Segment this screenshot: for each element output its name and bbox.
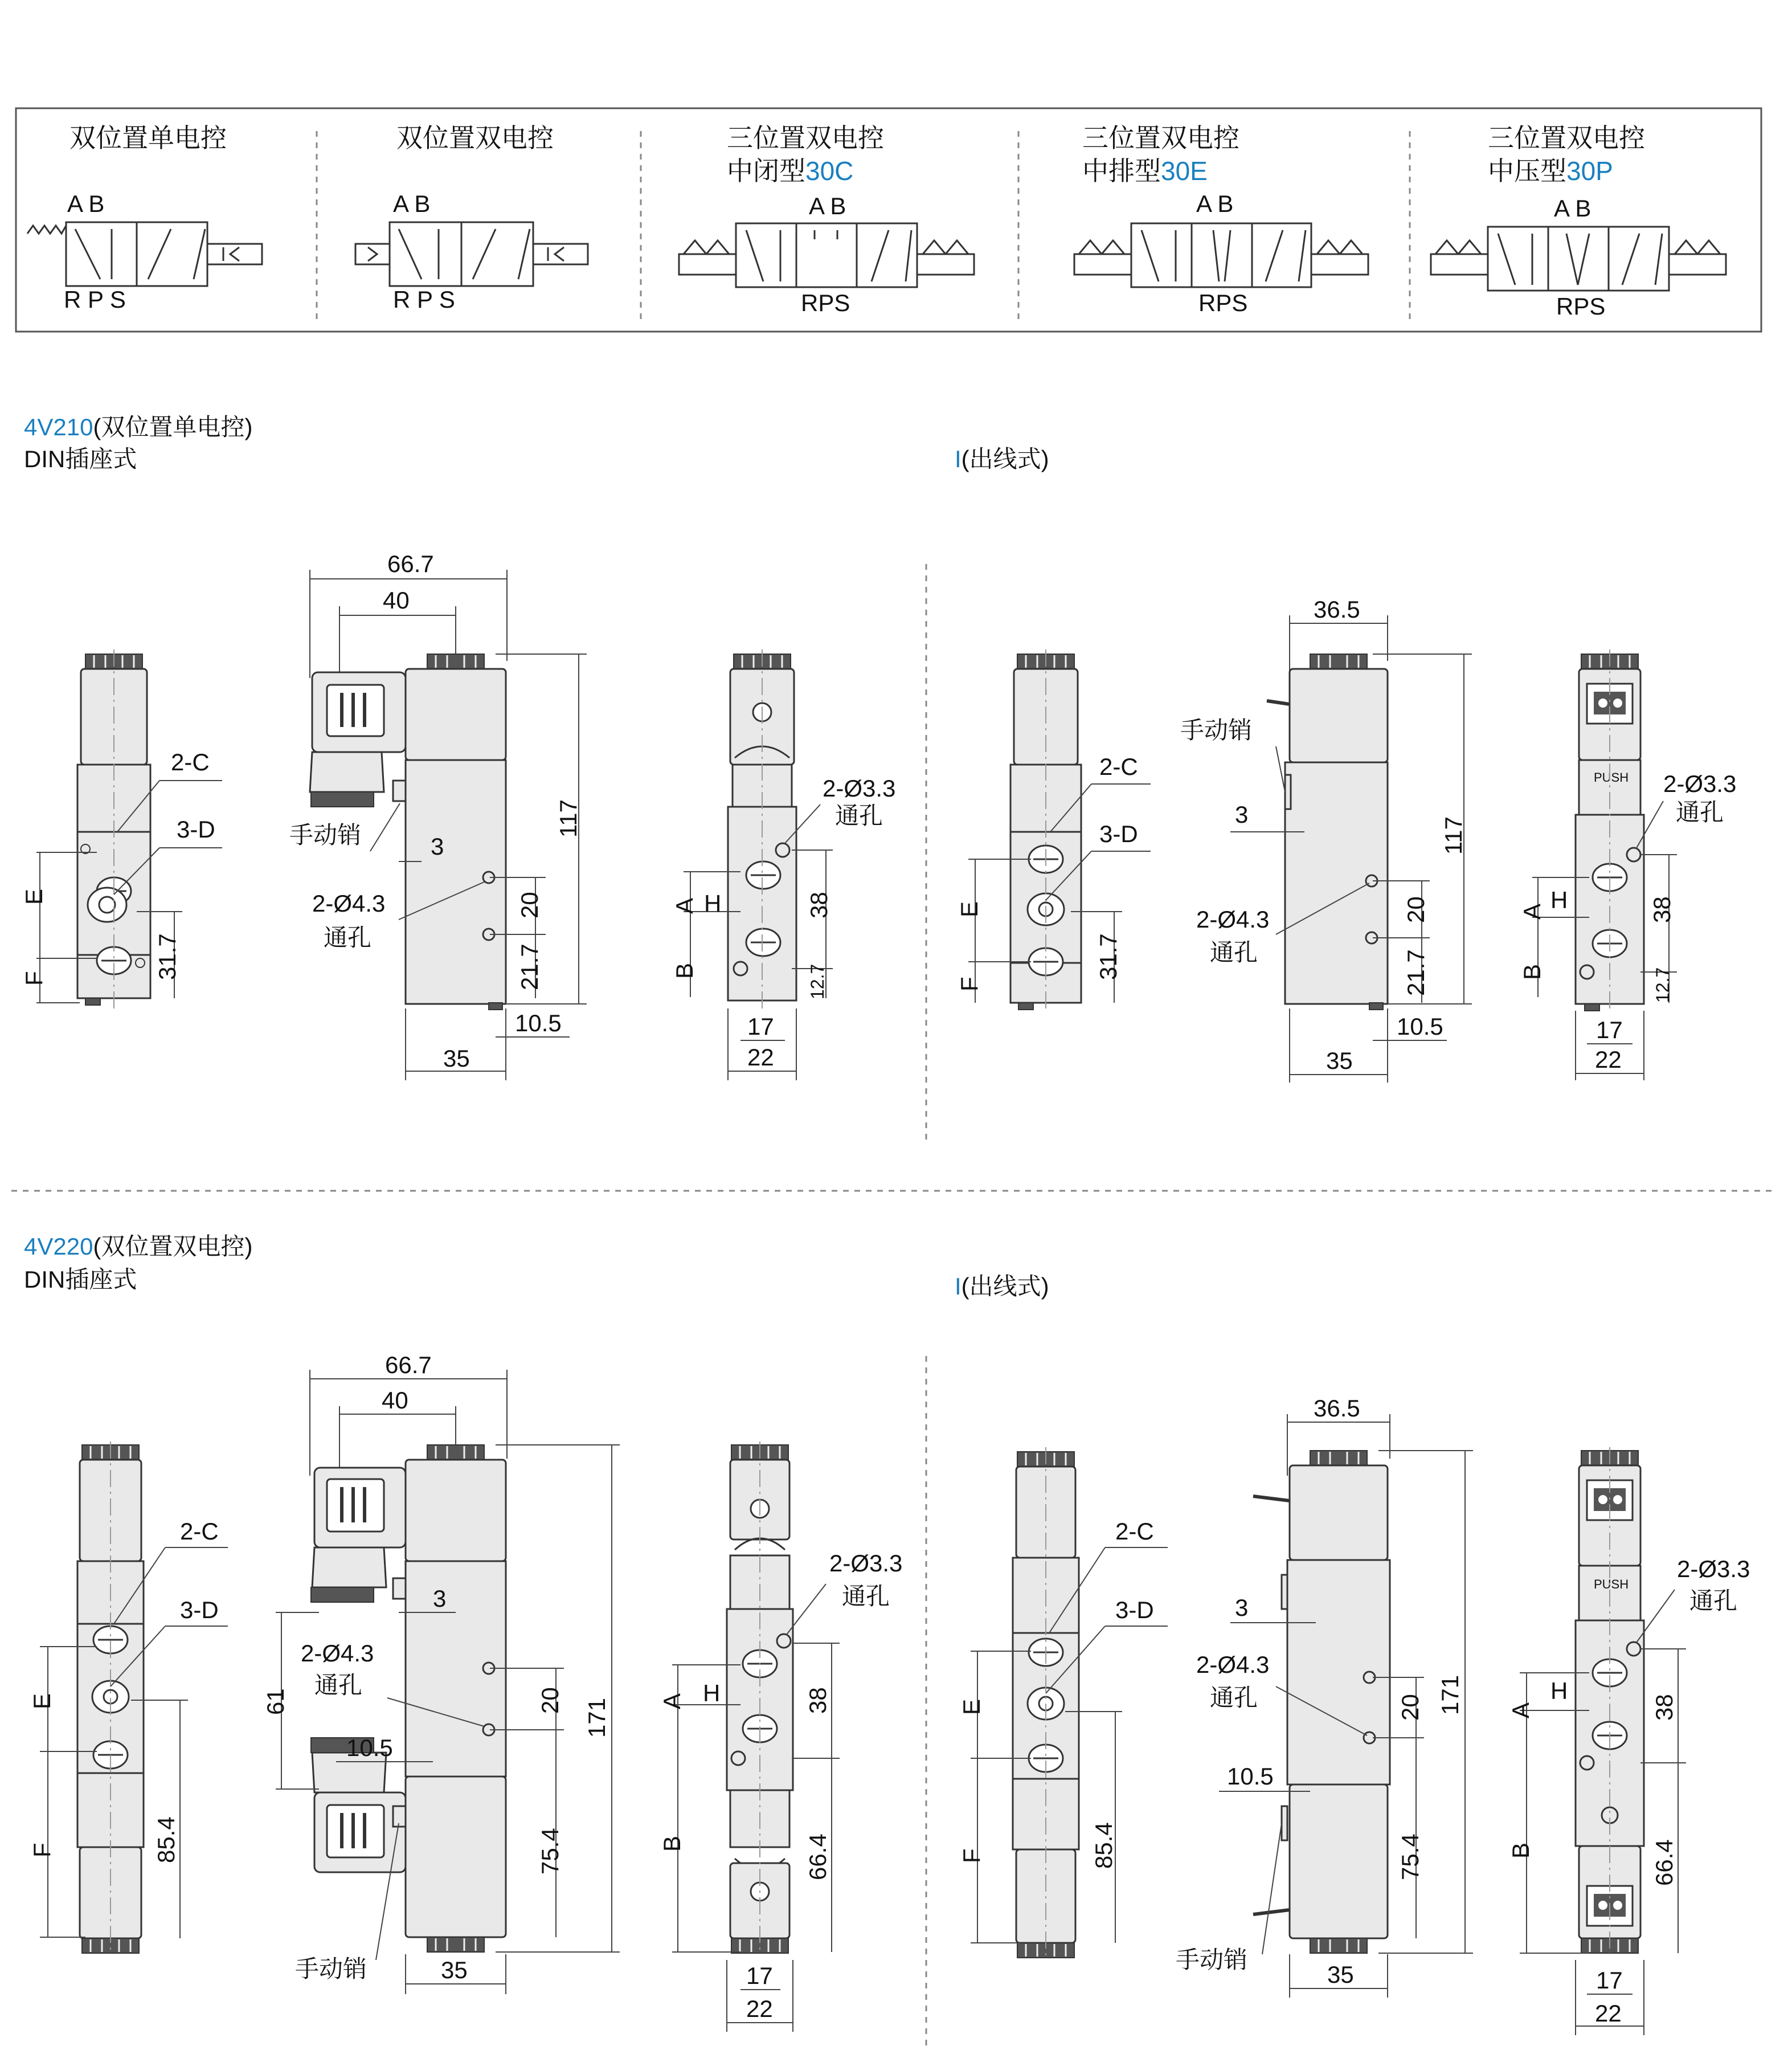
valve-symbol-panel <box>16 108 1761 332</box>
cell-ports-top: A B <box>393 190 431 217</box>
cell-subtitle: 中压型30P <box>1488 156 1613 186</box>
dim-12-7: 12.7 <box>807 963 828 999</box>
valve-back-view <box>658 1441 902 2032</box>
label-3-d: 3-D <box>1115 1596 1154 1623</box>
valve-front-view <box>28 1441 228 1954</box>
valve-side-view-wired <box>1180 596 1472 1083</box>
label-h: H <box>703 1680 721 1706</box>
valve-front-view <box>21 650 222 1008</box>
label-hole-3-3: 2-Ø3.3 <box>823 775 896 802</box>
cell-ports-top: A B <box>1554 195 1591 222</box>
dim-17: 17 <box>747 1013 774 1040</box>
dim-10-5: 10.5 <box>1227 1763 1274 1790</box>
dim-20: 20 <box>1397 1694 1423 1721</box>
section-right-heading: I(出线式) <box>955 446 1049 472</box>
label-manual-pin: 手动销 <box>1180 717 1253 744</box>
cell-title: 三位置双电控 <box>1082 123 1239 153</box>
dim-36-5: 36.5 <box>1314 596 1360 623</box>
dim-22: 22 <box>1595 1046 1622 1073</box>
dim-75-4: 75.4 <box>537 1828 563 1875</box>
label-through-hole: 通孔 <box>314 1672 363 1698</box>
dim-31-7: 31.7 <box>154 933 181 980</box>
label-e: E <box>28 1693 55 1709</box>
label-b: B <box>671 962 698 979</box>
label-through-hole: 通孔 <box>1676 799 1724 826</box>
dim-22: 22 <box>1595 2000 1622 2027</box>
label-through-hole: 通孔 <box>324 924 372 951</box>
dim-40: 40 <box>383 587 410 614</box>
dim-10-5: 10.5 <box>515 1010 562 1036</box>
dim-66-7: 66.7 <box>385 1351 432 1378</box>
cell-title: 三位置双电控 <box>727 123 884 153</box>
valve-back-view-wired <box>1507 1447 1750 2035</box>
label-a: A <box>671 897 698 914</box>
dim-17: 17 <box>746 1962 773 1989</box>
dim-66-4: 66.4 <box>1651 1839 1678 1886</box>
dim-17: 17 <box>1596 1967 1623 1994</box>
label-h: H <box>1550 1677 1568 1704</box>
dim-3: 3 <box>1235 1594 1249 1621</box>
label-through-hole: 通孔 <box>1210 1684 1258 1711</box>
valve-back-view <box>671 650 895 1080</box>
cell-ports-top: A B <box>809 193 846 219</box>
cell-ports-bottom: RPS <box>801 289 850 316</box>
label-manual-pin: 手动销 <box>295 1955 367 1982</box>
label-b: B <box>1507 1842 1534 1859</box>
valve-side-view-wired <box>1176 1395 1473 1998</box>
label-2-c: 2-C <box>180 1518 219 1545</box>
label-2-c: 2-C <box>1115 1518 1154 1545</box>
dim-21-7: 21.7 <box>516 944 543 990</box>
label-hole-3-3: 2-Ø3.3 <box>829 1550 903 1577</box>
cell-subtitle: 中闭型30C <box>727 156 854 186</box>
dim-66-7: 66.7 <box>387 550 434 577</box>
valve-back-view-wired <box>1519 650 1736 1080</box>
dim-40: 40 <box>382 1387 408 1414</box>
dim-20: 20 <box>516 892 543 918</box>
label-manual-pin: 手动销 <box>289 822 362 848</box>
section-variant: DIN插座式 <box>24 446 137 472</box>
valve-front-view-wired <box>958 1447 1168 1960</box>
cell-title: 三位置双电控 <box>1488 123 1645 153</box>
label-e: E <box>958 1698 985 1715</box>
dim-38: 38 <box>1648 896 1675 923</box>
label-b: B <box>658 1835 685 1852</box>
cell-ports-bottom: R P S <box>64 286 126 313</box>
label-a: A <box>1507 1702 1534 1718</box>
dim-20: 20 <box>537 1687 563 1714</box>
valve-front-view-wired <box>956 650 1151 1010</box>
cell-ports-top: A B <box>67 190 105 217</box>
dim-38: 38 <box>1651 1694 1678 1721</box>
dim-3: 3 <box>431 833 444 860</box>
valve-side-view-din <box>289 550 587 1080</box>
label-through-hole: 通孔 <box>835 802 883 829</box>
section-right-heading: I(出线式) <box>955 1273 1049 1300</box>
section-variant: DIN插座式 <box>24 1266 137 1293</box>
dim-61: 61 <box>262 1688 289 1715</box>
label-3-d: 3-D <box>177 816 215 843</box>
cell-ports-bottom: RPS <box>1198 289 1248 316</box>
dim-38: 38 <box>804 1687 831 1714</box>
dim-117: 117 <box>1440 816 1467 855</box>
dim-85-4: 85.4 <box>1090 1822 1117 1869</box>
dim-10-5: 10.5 <box>1397 1013 1443 1040</box>
label-h: H <box>1550 887 1568 913</box>
label-hole-3-3: 2-Ø3.3 <box>1677 1555 1750 1582</box>
label-a: A <box>1519 903 1545 920</box>
label-through-hole: 通孔 <box>842 1583 890 1610</box>
cell-title: 双位置双电控 <box>396 123 554 153</box>
dim-3: 3 <box>1235 801 1249 828</box>
dim-12-7: 12.7 <box>1652 967 1673 1003</box>
label-f: F <box>958 1848 985 1863</box>
label-hole-4-3: 2-Ø4.3 <box>301 1640 374 1667</box>
dim-22: 22 <box>747 1044 774 1071</box>
cell-ports-bottom: RPS <box>1556 293 1606 320</box>
dim-35: 35 <box>1327 1961 1354 1988</box>
label-2-c: 2-C <box>1099 753 1138 780</box>
dim-117: 117 <box>555 799 582 838</box>
label-a: A <box>658 1693 685 1709</box>
dim-3: 3 <box>433 1585 447 1612</box>
label-push: PUSH <box>1594 1577 1629 1591</box>
label-f: F <box>21 971 47 986</box>
section-4v220 <box>24 1233 1750 2045</box>
section-heading: 4V220(双位置双电控) <box>24 1233 253 1260</box>
dim-21-7: 21.7 <box>1402 949 1429 996</box>
dim-85-4: 85.4 <box>153 1816 179 1863</box>
label-e: E <box>956 901 983 917</box>
dim-171: 171 <box>1437 1675 1463 1715</box>
label-e: E <box>21 888 47 905</box>
label-hole-4-3: 2-Ø4.3 <box>1196 1651 1270 1678</box>
dim-20: 20 <box>1402 896 1429 923</box>
dim-10-5: 10.5 <box>346 1734 393 1761</box>
dim-36-5: 36.5 <box>1314 1395 1360 1422</box>
section-heading: 4V210(双位置单电控) <box>24 414 253 440</box>
dim-38: 38 <box>805 892 832 918</box>
label-hole-3-3: 2-Ø3.3 <box>1663 770 1737 797</box>
section-4v210 <box>21 414 1736 1140</box>
label-push: PUSH <box>1594 770 1629 785</box>
dim-171: 171 <box>583 1697 610 1738</box>
cell-ports-top: A B <box>1196 190 1234 217</box>
label-2-c: 2-C <box>171 749 210 775</box>
label-manual-pin: 手动销 <box>1176 1946 1248 1973</box>
dim-17: 17 <box>1596 1016 1623 1043</box>
label-hole-4-3: 2-Ø4.3 <box>1196 906 1270 933</box>
dim-35: 35 <box>1326 1047 1353 1074</box>
dim-22: 22 <box>746 1995 773 2022</box>
cell-ports-bottom: R P S <box>393 286 455 313</box>
label-3-d: 3-D <box>180 1596 219 1623</box>
dim-35: 35 <box>443 1045 470 1072</box>
dim-66-4: 66.4 <box>804 1833 831 1880</box>
label-f: F <box>28 1843 55 1857</box>
dim-31-7: 31.7 <box>1095 933 1122 980</box>
label-hole-4-3: 2-Ø4.3 <box>312 890 386 917</box>
cell-subtitle: 中排型30E <box>1082 156 1208 186</box>
label-f: F <box>956 977 983 991</box>
dim-35: 35 <box>441 1957 468 1983</box>
label-through-hole: 通孔 <box>1210 939 1258 966</box>
label-h: H <box>704 890 722 917</box>
valve-side-view-din <box>262 1351 620 1994</box>
label-3-d: 3-D <box>1099 820 1138 847</box>
cell-title: 双位置单电控 <box>69 123 227 153</box>
label-through-hole: 通孔 <box>1689 1587 1738 1614</box>
label-b: B <box>1519 963 1545 980</box>
dim-75-4: 75.4 <box>1397 1833 1423 1880</box>
